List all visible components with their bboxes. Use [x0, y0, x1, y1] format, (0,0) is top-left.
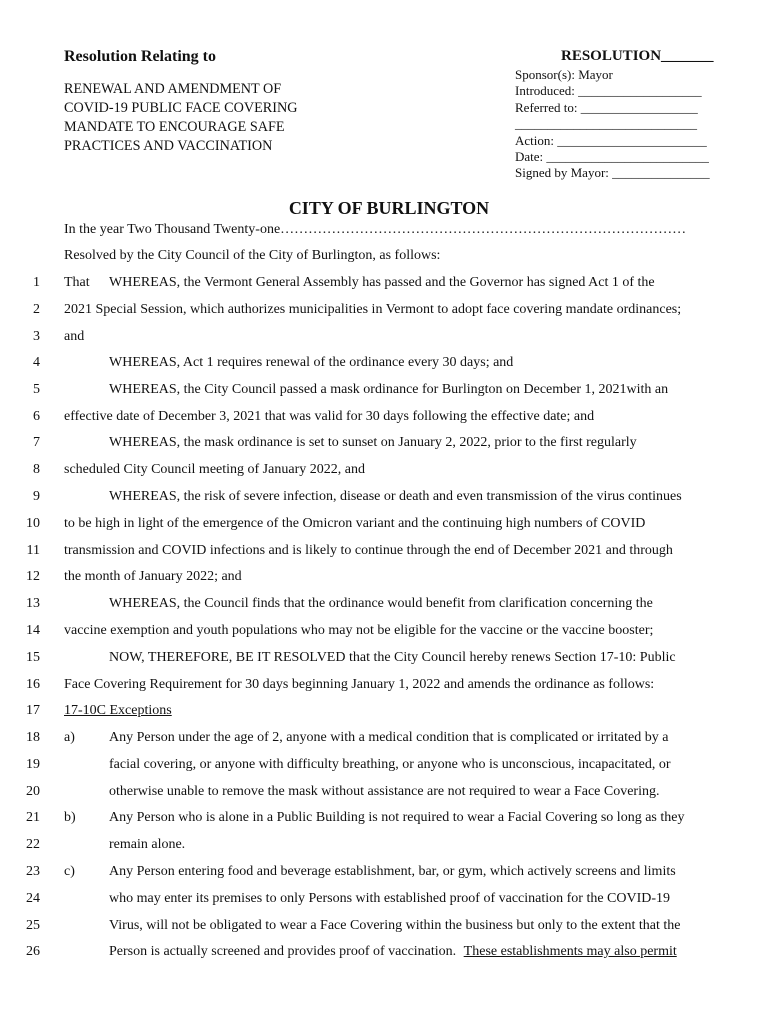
line-prefix: That: [64, 275, 90, 290]
line-number: 1: [33, 275, 40, 290]
sponsor-field: Sponsor(s): Mayor: [515, 67, 613, 82]
signed-by-mayor-field: Signed by Mayor: _______________: [515, 165, 710, 181]
line-number: 13: [26, 596, 40, 611]
line-text: otherwise unable to remove the mask without assistance are not required to wear a Face Covering.: [109, 784, 660, 799]
subject-line: RENEWAL AND AMENDMENT OF: [64, 81, 282, 97]
line-number: 14: [26, 623, 40, 638]
line-text: [109, 944, 677, 960]
line-number: 10: [26, 516, 40, 531]
line-text: WHEREAS, the City Council passed a mask ordinance for Burlington on December 1, 2021with an: [109, 382, 669, 397]
line-text: WHEREAS, Act 1 requires renewal of the ordinance every 30 days; and: [109, 355, 514, 370]
subject-line: MANDATE TO ENCOURAGE SAFE: [64, 119, 285, 135]
line-number: 15: [26, 650, 40, 665]
line-text: NOW, THEREFORE, BE IT RESOLVED that the City Council hereby renews Section 17-10: Public: [109, 650, 676, 665]
line-number: 22: [26, 837, 40, 852]
line-number: 2: [33, 302, 40, 317]
line-number: 9: [33, 489, 40, 504]
line-number: 26: [26, 944, 40, 959]
line-text: 2021 Special Session, which authorizes municipalities in Vermont to adopt face covering mandate ordinances;: [64, 302, 682, 317]
list-label: b): [64, 810, 76, 825]
list-label: c): [64, 864, 75, 879]
subject-line: PRACTICES AND VACCINATION: [64, 138, 273, 154]
line-number: 8: [33, 462, 40, 477]
line-text-underlined-insertion: These establishments may also permit: [463, 944, 677, 959]
city-heading: CITY OF BURLINGTON: [288, 198, 490, 218]
line-text: scheduled City Council meeting of January 2022, and: [64, 462, 365, 477]
resolution-fields: [515, 67, 710, 182]
line-text: Any Person under the age of 2, anyone with a medical condition that is complicated or irritated by a: [109, 730, 669, 745]
line-text: WHEREAS, the Council finds that the ordinance would benefit from clarification concerning the: [109, 596, 653, 611]
date-field: Date: _________________________: [515, 149, 709, 165]
line-text: transmission and COVID infections and is likely to continue through the end of December 2021 and through: [64, 543, 673, 558]
line-number: 12: [26, 569, 40, 584]
preamble-year: In the year Two Thousand Twenty-one……………………………………………………………………………: [64, 222, 687, 237]
referred-field: Referred to: __________________: [515, 99, 698, 115]
line-number: 24: [26, 891, 40, 906]
line-text: the month of January 2022; and: [64, 569, 242, 584]
line-number: 17: [26, 703, 40, 718]
line-number: 11: [26, 543, 40, 558]
line-text: vaccine exemption and youth populations who may not be eligible for the vaccine or the vaccine booster;: [64, 623, 654, 638]
line-text: facial covering, or anyone with difficulty breathing, or anyone who is unconscious, incapacitated, or: [109, 757, 671, 772]
subject-line: COVID-19 PUBLIC FACE COVERING: [64, 100, 298, 116]
action-field: Action: _______________________: [515, 132, 707, 148]
line-text: to be high in light of the emergence of the Omicron variant and the continuing high numbers of COVID: [64, 516, 646, 531]
resolution-heading: Resolution Relating to: [64, 48, 216, 65]
referred-continuation-field: ____________________________: [515, 116, 697, 132]
resolution-subject: [64, 80, 297, 156]
line-text: WHEREAS, the risk of severe infection, disease or death and even transmission of the virus continues: [109, 489, 682, 504]
introduced-field: Introduced: ___________________: [515, 83, 702, 99]
line-text: Any Person who is alone in a Public Building is not required to wear a Facial Covering so long as they: [109, 810, 685, 825]
line-number: 25: [26, 918, 40, 933]
line-number: 4: [33, 355, 40, 370]
section-heading-exceptions: 17-10C Exceptions: [64, 703, 172, 718]
line-number: 6: [33, 409, 40, 424]
preamble-resolved: Resolved by the City Council of the City of Burlington, as follows:: [64, 248, 441, 263]
line-text: Any Person entering food and beverage establishment, bar, or gym, which actively screens and limits: [109, 864, 676, 879]
line-number: 7: [33, 435, 40, 450]
line-text-plain: Person is actually screened and provides proof of vaccination.: [109, 944, 457, 959]
line-text: WHEREAS, the mask ordinance is set to sunset on January 2, 2022, prior to the first regularly: [109, 435, 637, 450]
list-label: a): [64, 730, 75, 745]
line-text: and: [64, 329, 85, 344]
line-number: 3: [33, 329, 40, 344]
line-number: 18: [26, 730, 40, 745]
line-text: who may enter its premises to only Persons with established proof of vaccination for the COVID-19: [109, 891, 671, 906]
line-text: WHEREAS, the Vermont General Assembly has passed and the Governor has signed Act 1 of the: [109, 275, 655, 290]
resolution-number-title: RESOLUTION_______: [561, 48, 714, 64]
line-text: effective date of December 3, 2021 that was valid for 30 days following the effective date; and: [64, 409, 595, 424]
line-text: remain alone.: [109, 837, 186, 852]
line-number: 5: [33, 382, 40, 397]
line-number: 21: [26, 810, 40, 825]
line-text: Face Covering Requirement for 30 days beginning January 1, 2022 and amends the ordinance as follows:: [64, 677, 655, 692]
line-number: 23: [26, 864, 40, 879]
line-number: 19: [26, 757, 40, 772]
line-number: 16: [26, 677, 40, 692]
line-text: Virus, will not be obligated to wear a Face Covering within the business but only to the extent that the: [109, 918, 681, 933]
line-number: 20: [26, 784, 40, 799]
